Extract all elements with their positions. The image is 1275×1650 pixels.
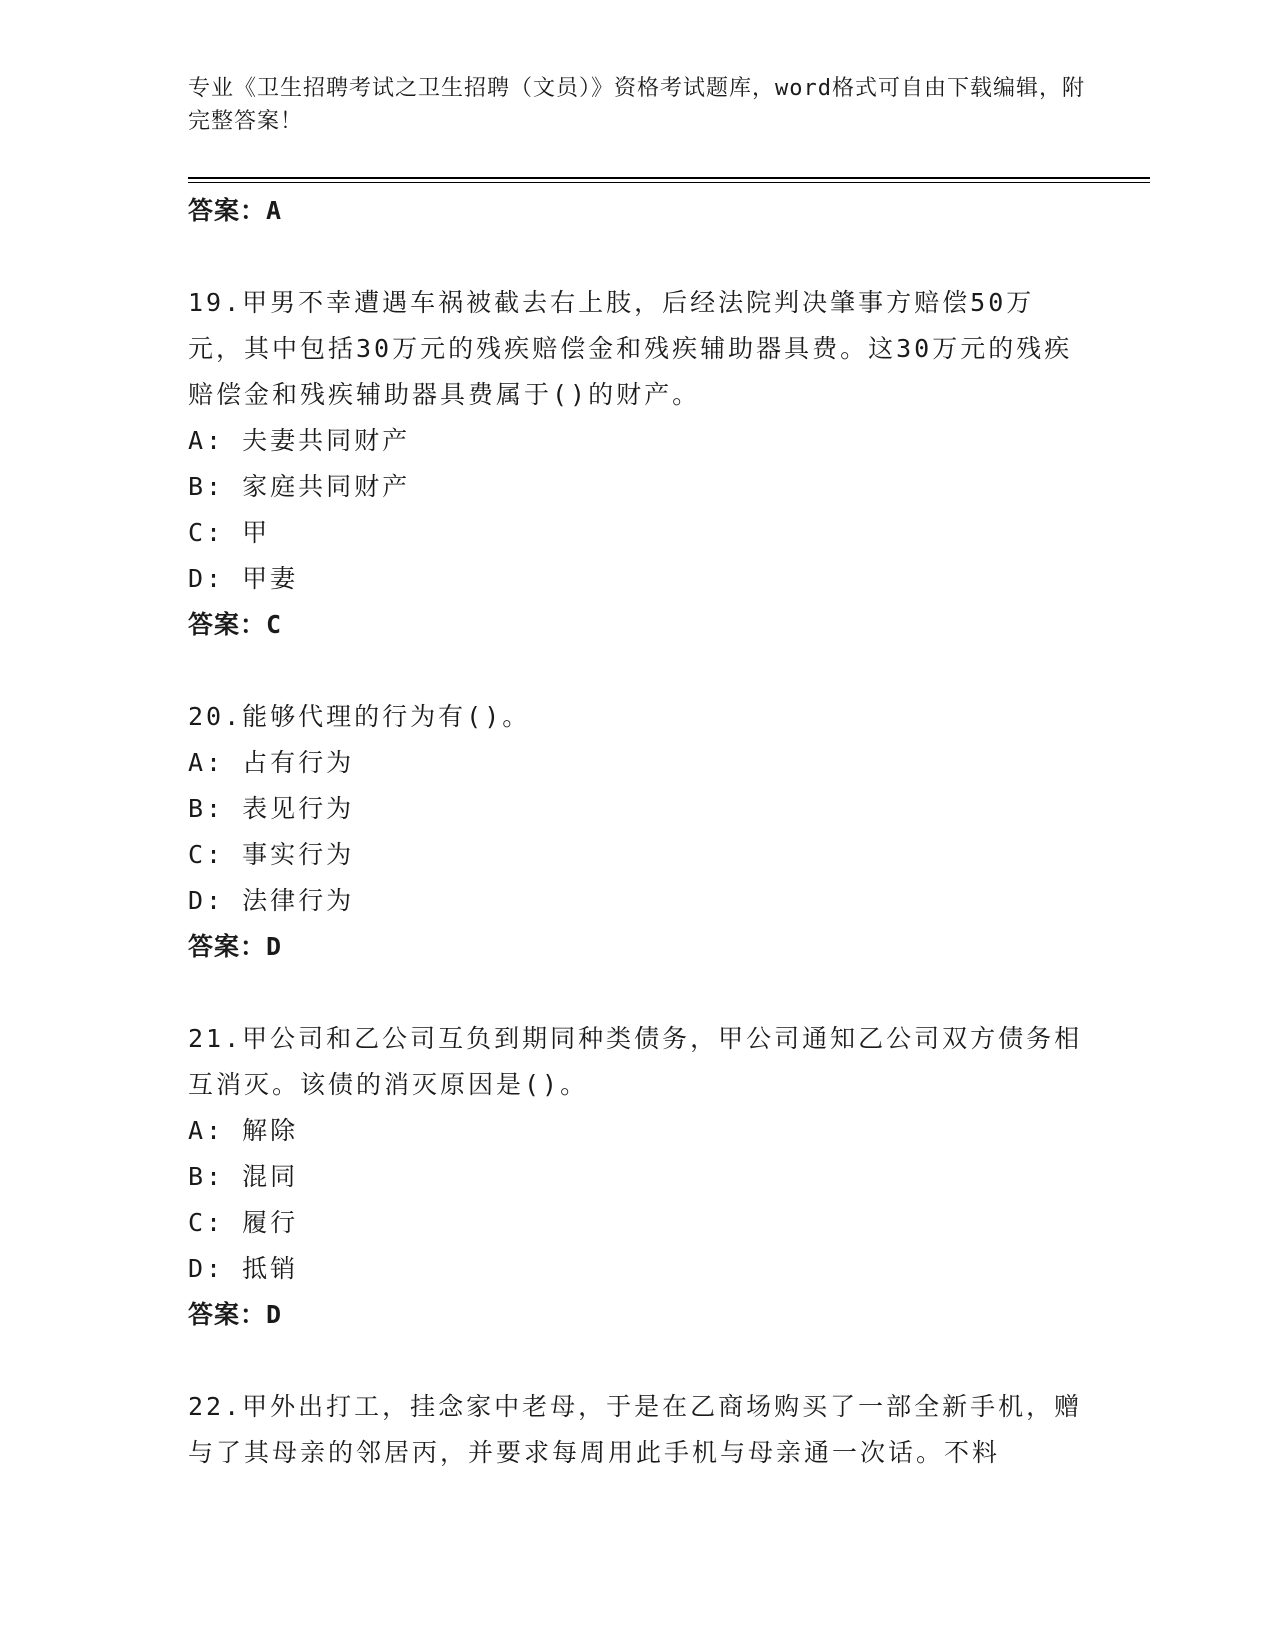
option-d: D: 抵销	[188, 1254, 299, 1283]
option-a: A: 解除	[188, 1116, 299, 1145]
answer-label: 答案：C	[188, 610, 283, 639]
question-text: 21.甲公司和乙公司互负到期同种类债务，甲公司通知乙公司双方债务相互消灭。该债的消灭原因是()。	[188, 1024, 1083, 1099]
option-b: B: 家庭共同财产	[188, 472, 411, 501]
option-c: C: 事实行为	[188, 840, 355, 869]
question-21	[188, 1016, 1088, 1338]
answer-label: 答案：D	[188, 932, 283, 961]
option-a: A: 占有行为	[188, 748, 355, 777]
option-d: D: 法律行为	[188, 886, 355, 915]
header-divider-thick	[188, 177, 1150, 179]
header-divider-thin	[188, 182, 1150, 183]
option-a: A: 夫妻共同财产	[188, 426, 411, 455]
document-header: 专业《卫生招聘考试之卫生招聘（文员）》资格考试题库，word格式可自由下载编辑，附完整答案！	[188, 76, 1085, 134]
option-b: B: 混同	[188, 1162, 299, 1191]
answer-label: 答案：D	[188, 1300, 283, 1329]
question-text: 19.甲男不幸遭遇车祸被截去右上肢，后经法院判决肇事方赔偿50万元，其中包括30万元的残疾赔偿金和残疾辅助器具费。这30万元的残疾赔偿金和残疾辅助器具费属于()的财产。	[188, 288, 1073, 409]
option-c: C: 履行	[188, 1208, 299, 1237]
question-text: 20.能够代理的行为有()。	[188, 702, 531, 731]
option-b: B: 表见行为	[188, 794, 355, 823]
question-text: 22.甲外出打工，挂念家中老母，于是在乙商场购买了一部全新手机，赠与了其母亲的邻居丙，并要求每周用此手机与母亲通一次话。不料	[188, 1392, 1083, 1467]
question-22	[188, 1384, 1088, 1476]
question-19	[188, 280, 1088, 648]
answer-label: 答案：A	[188, 196, 283, 225]
option-d: D: 甲妻	[188, 564, 299, 593]
question-20	[188, 694, 1088, 970]
option-c: C: 甲	[188, 518, 271, 547]
document-body	[188, 188, 1088, 1476]
